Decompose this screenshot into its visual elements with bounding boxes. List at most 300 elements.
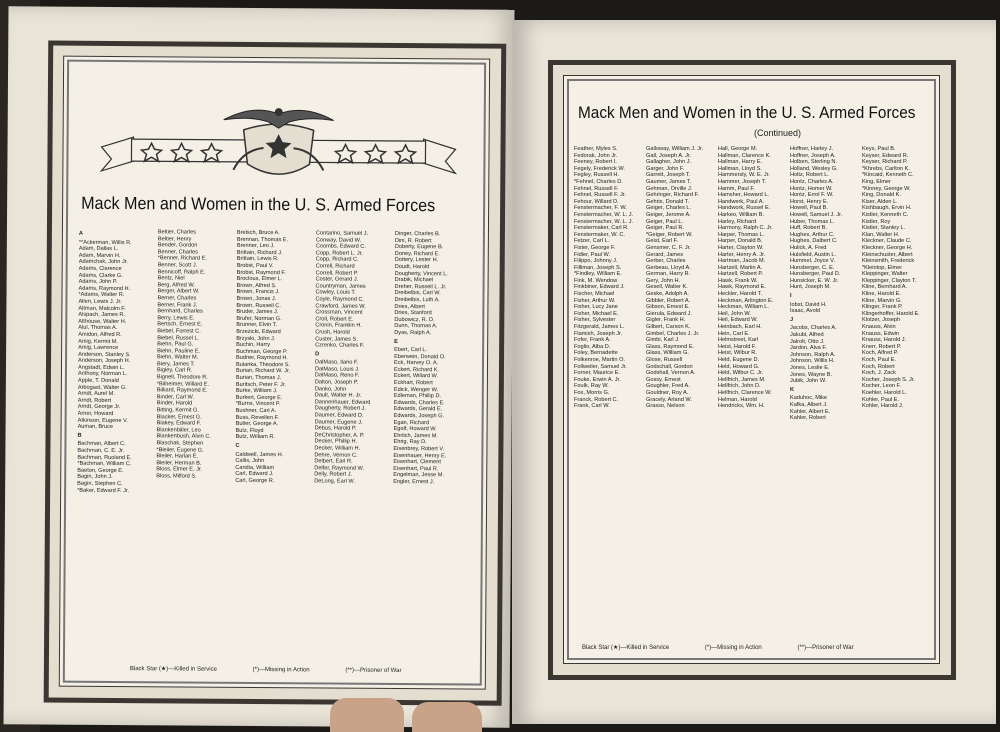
left-page-border bbox=[44, 41, 507, 706]
letter-heading: B bbox=[77, 432, 82, 439]
name-entry: Kleckner, George H. bbox=[862, 244, 913, 251]
name-entry: Cowley, Louis T. bbox=[315, 289, 356, 297]
name-entry: Foulk, Ray W. bbox=[574, 383, 609, 390]
name-entry: Gehris, Donald T. bbox=[646, 198, 690, 205]
name-entry: Bushner, Carl A. bbox=[235, 407, 277, 415]
name-entry: Arndt, Aurel M. bbox=[77, 390, 115, 398]
name-entry: Eisenhart, Paul R. bbox=[393, 465, 439, 473]
name-entry: Ebert, Carl L. bbox=[394, 347, 428, 354]
name-entry: Holtz, Robert L. bbox=[790, 172, 829, 179]
name-entry: Gouldner, Roy A. bbox=[646, 389, 689, 396]
name-entry: Buss, Revellen F. bbox=[235, 414, 279, 421]
name-entry: *Kleintop, Elmer bbox=[862, 264, 903, 271]
name-entry: Drabik, Michael bbox=[394, 277, 434, 284]
name-entry: Jalrolt, Otto J. bbox=[790, 338, 825, 345]
name-entry: Held, Wilbur C. Jr. bbox=[718, 370, 764, 377]
name-entry: Contarino, Samuel J. bbox=[315, 230, 369, 237]
name-entry: Kahler, Albert E. bbox=[790, 408, 831, 415]
name-entry: Klotzer, Joseph bbox=[862, 317, 901, 324]
name-entry: Johnson, Ralph A. bbox=[790, 351, 836, 358]
name-entry: Engler, Ernest J. bbox=[393, 478, 435, 486]
name-entry: Berger, Albert W. bbox=[157, 288, 200, 295]
name-entry: Helman, Harold bbox=[718, 396, 757, 403]
name-entry: Coombs, Edward C. bbox=[315, 243, 366, 250]
name-entry: Hunsberger, C. E. bbox=[790, 264, 835, 271]
names-list bbox=[76, 229, 474, 650]
name-entry: Gehringer, Richard F. bbox=[646, 192, 699, 199]
holding-fingers bbox=[412, 702, 482, 732]
name-entry: Edick, Wenger W. bbox=[393, 386, 439, 393]
name-entry: Bachman, C. E. Jr. bbox=[77, 447, 125, 455]
name-entry: Biehn, Walter M. bbox=[157, 354, 199, 361]
name-entry: Adam, Marvin H. bbox=[78, 252, 121, 259]
name-entry: Hendricks, Wm. H. bbox=[718, 403, 765, 410]
name-entry: Kaduhoc, Mike bbox=[790, 395, 828, 402]
name-entry: Hamm, Paul F. bbox=[718, 185, 755, 192]
name-entry: Kafka, Albert J. bbox=[790, 401, 828, 408]
names-list bbox=[574, 146, 934, 646]
name-entry: Fidler, Paul W. bbox=[574, 251, 611, 258]
name-entry: Daumer, Eugene J. bbox=[314, 419, 363, 426]
name-entry: Arbogast, Walter G. bbox=[77, 384, 127, 391]
name-entry: Adams, Clarence bbox=[78, 265, 122, 273]
name-entry: Copp, Richard C. bbox=[315, 256, 359, 264]
name-entry: Dries, Albert bbox=[394, 303, 425, 310]
name-entry: *Bleiler, Eugene G. bbox=[156, 446, 204, 454]
name-entry: Daumer, Edward D. bbox=[314, 412, 364, 419]
name-entry: Adams, Clarke G. bbox=[78, 272, 123, 279]
name-entry: Kishbaugh, Ervin H. bbox=[862, 205, 912, 212]
name-entry: Gimbi, Karl J. bbox=[646, 337, 680, 344]
name-entry: Harkeo, William B. bbox=[718, 211, 765, 218]
name-entry: Dottery, Lester H. bbox=[394, 257, 439, 264]
name-entry: Jubik, John W. bbox=[790, 378, 827, 385]
name-column bbox=[646, 146, 718, 646]
name-entry: Benner, Scott J. bbox=[157, 262, 198, 269]
name-entry: Ehrig, Ray D. bbox=[393, 439, 427, 446]
name-entry: Conway, David W. bbox=[315, 236, 362, 244]
letter-heading: A bbox=[78, 230, 83, 237]
name-entry: Brittain, Lewis R. bbox=[236, 256, 279, 263]
name-entry: Candia, William bbox=[235, 464, 275, 471]
name-entry: Blaschak, Stephen bbox=[156, 440, 204, 447]
name-entry: Geist, Earl F. bbox=[646, 238, 679, 245]
name-entry: Held, Howard G. bbox=[718, 363, 760, 370]
name-entry: Kline, Marvin G. bbox=[862, 297, 902, 304]
name-entry: Howell, Samuel J. Jr. bbox=[790, 211, 843, 218]
name-entry: Jones, Leslie E. bbox=[790, 365, 830, 371]
name-entry: Fenstermaker, W. C. bbox=[574, 231, 625, 238]
name-entry: Gery, John H. bbox=[646, 277, 681, 284]
name-entry: Kleinsmith, Frederick bbox=[862, 258, 915, 265]
name-entry: DeChristopher, A. P. bbox=[314, 432, 365, 439]
name-entry: Brown, Francis J. bbox=[236, 289, 280, 296]
name-entry: Dreibelbis, Luth A. bbox=[394, 296, 440, 304]
name-entry: *Fehnel, Charles D. bbox=[574, 178, 623, 185]
name-entry: Auman, Bruce bbox=[77, 423, 114, 431]
name-entry: Fehnel, Russell F. bbox=[574, 185, 619, 192]
name-entry: Foley, Bernadette bbox=[574, 350, 618, 357]
name-entry: Knauss, Alvin bbox=[862, 324, 896, 331]
name-entry: Hunsberger, Paul D. bbox=[790, 271, 841, 278]
name-entry: Blakey, Edward F. bbox=[156, 420, 201, 427]
name-entry: Gehman, Orville J. bbox=[646, 185, 693, 192]
name-entry: Jones, Wayne B. bbox=[790, 371, 833, 378]
name-entry: Handwork, Russel E. bbox=[718, 205, 771, 212]
name-column bbox=[234, 230, 316, 649]
name-entry: Burke, William J. bbox=[235, 388, 278, 395]
name-entry: Frank, Carl W. bbox=[574, 403, 610, 410]
name-entry: Harmony, Ralph C. Jr. bbox=[718, 225, 773, 232]
name-entry: Glass, Raymond E. bbox=[646, 343, 695, 350]
name-entry: Gallagher, John J. bbox=[646, 159, 692, 166]
name-entry: Johnson, Willis H. bbox=[790, 358, 835, 365]
legend-prisoner: (**)—Prisoner of War bbox=[345, 667, 402, 675]
name-entry: Fisher, Lucy Jane bbox=[574, 304, 618, 311]
legend-prisoner: (**)—Prisoner of War bbox=[797, 645, 854, 651]
name-entry: Fisher, Michael E. bbox=[574, 310, 619, 317]
name-entry: *Adams, Walter R. bbox=[78, 292, 125, 299]
name-entry: Engelman, Jesse M. bbox=[393, 472, 444, 479]
name-entry: King, Donald K. bbox=[862, 192, 901, 199]
name-entry: Bleiler, Harlan E. bbox=[156, 453, 199, 460]
name-entry: Kiser, Alden L. bbox=[862, 198, 898, 205]
name-entry: Hellfrich, James M. bbox=[718, 376, 766, 383]
name-entry: Egolf, Howard W. bbox=[393, 426, 437, 433]
name-entry: Delly, Robert J. bbox=[314, 471, 353, 479]
name-entry: Hallman, Lloyd S. bbox=[718, 165, 762, 172]
name-entry: Arndt, George Jr. bbox=[77, 404, 121, 411]
name-entry: Gerbeau, Lloyd A. bbox=[646, 264, 691, 271]
name-entry: Bruder, James J. bbox=[236, 308, 279, 316]
name-entry: Fischer, Michael bbox=[574, 291, 615, 298]
name-entry: Callis, John bbox=[235, 458, 265, 465]
name-entry: Hellfrich, Clarence W. bbox=[718, 389, 772, 396]
name-entry: Hawk, Raymond E. bbox=[718, 284, 766, 291]
name-entry: Doney, Richard E. bbox=[394, 250, 440, 258]
name-entry: Fegely, Frederick W. bbox=[574, 165, 625, 172]
name-entry: Debus, Harold P. bbox=[314, 425, 357, 432]
name-entry: Huff, Robert B. bbox=[790, 225, 827, 232]
name-entry: Buritsch, Peter F. Jr. bbox=[235, 381, 286, 388]
name-entry: Countryman, James bbox=[315, 283, 366, 290]
name-entry: Binder, Harold bbox=[156, 400, 193, 407]
name-entry: DalMaso, Louis J. bbox=[314, 366, 360, 373]
name-entry: Foglio, Alba D. bbox=[574, 343, 611, 350]
name-entry: Kleppinger, Walter bbox=[862, 271, 908, 278]
name-entry: Hartzell, Martin A. bbox=[718, 264, 763, 271]
name-entry: Custer, James S. bbox=[315, 335, 358, 343]
name-entry: Binder, Carl W. bbox=[156, 394, 195, 401]
name-entry: Buchman, George P. bbox=[236, 348, 288, 355]
name-entry: Blankenbush, Alvin C. bbox=[156, 433, 211, 441]
name-entry: Kistler, Roy bbox=[862, 218, 891, 225]
name-entry: Danko, John bbox=[314, 386, 347, 393]
name-entry: *Benner, Richard E. bbox=[157, 255, 207, 263]
name-entry: Knauss, Harold J. bbox=[862, 337, 907, 344]
name-entry: Bachman, Albert C. bbox=[77, 441, 126, 448]
name-entry: Allen, Lewis J. Jr. bbox=[78, 298, 122, 305]
name-entry: Heist, Harold F. bbox=[718, 343, 757, 350]
name-entry: *Findley, William E. bbox=[574, 271, 622, 278]
name-entry: Crawford, James W. bbox=[315, 302, 366, 310]
name-entry: Atkinson, Eugene V. bbox=[77, 417, 128, 424]
name-entry: Kistler, Kenneth C. bbox=[862, 211, 909, 218]
name-entry: Hoffner, Harley J. bbox=[790, 146, 834, 152]
name-entry: DeLong, Earl W. bbox=[314, 478, 355, 485]
name-entry: Kocher, Leon F. bbox=[862, 383, 901, 390]
name-entry: Brelsch, Bruce A. bbox=[236, 229, 280, 237]
name-entry: Heckman, Arlington E. bbox=[718, 297, 774, 304]
name-entry: Hellfrich, John D. bbox=[718, 383, 761, 390]
name-entry: Hammer, Joseph T. bbox=[718, 178, 767, 185]
name-entry: Biebel, Forrest C. bbox=[157, 328, 201, 335]
name-entry: Harter, Henry A. Jr. bbox=[718, 251, 766, 258]
name-column bbox=[392, 231, 474, 650]
eagle-banner-emblem bbox=[93, 99, 464, 188]
letter-heading: D bbox=[315, 351, 320, 358]
name-entry: Butz, Floyd bbox=[235, 427, 264, 434]
name-entry: Delbert, Earl R. bbox=[314, 458, 353, 465]
name-entry: Koch, Robert bbox=[862, 363, 895, 370]
name-entry: Gall, Joseph A. Jr. bbox=[646, 152, 692, 159]
right-page-content bbox=[563, 75, 940, 664]
name-entry: Bennicoff, Ralph E. bbox=[157, 268, 206, 276]
page-title-continued: Mack Men and Women in the U. S. Armed Forces bbox=[578, 104, 916, 122]
name-entry: Bigley, Carl R. bbox=[156, 367, 193, 375]
name-entry: Keys, Paul B. bbox=[862, 146, 896, 152]
name-entry: Godshall, Vernon A. bbox=[646, 370, 696, 377]
name-entry: Heckman, William L. bbox=[718, 304, 769, 311]
name-entry: Fitzgerald, James L. bbox=[574, 324, 625, 331]
name-entry: Czrenko, Charles F. bbox=[315, 342, 365, 349]
name-entry: *Khrebs, Carlton K. bbox=[862, 165, 910, 172]
name-entry: Coster, Gerard J. bbox=[315, 276, 359, 283]
name-column bbox=[718, 146, 790, 646]
name-entry: Fister, George F. bbox=[574, 244, 616, 251]
name-entry: Gerard, James bbox=[646, 251, 683, 258]
name-column bbox=[862, 146, 934, 646]
name-entry: Follweiler, Samuel Jr. bbox=[574, 363, 627, 370]
name-entry: Geiger, Charles L. bbox=[646, 205, 692, 212]
name-entry: Bloss, Elmer E. Jr. bbox=[156, 466, 203, 473]
name-entry: German, Harry R. bbox=[646, 271, 691, 278]
name-entry: Dreher, Russell L. Jr. bbox=[394, 283, 447, 291]
name-entry: Brittain, Richard J. bbox=[236, 249, 283, 256]
name-entry: *Kinney, George W. bbox=[862, 185, 911, 192]
name-entry: Fenstermaker, Carl R. bbox=[574, 225, 629, 232]
name-entry: Alul, Thomas A. bbox=[78, 325, 118, 332]
name-entry: Hammersly, W. E. Jr. bbox=[718, 172, 770, 179]
name-entry: Folkenroe, Martin O. bbox=[574, 357, 625, 363]
legend-footer bbox=[130, 665, 436, 674]
name-entry: Brobst, Raymond F. bbox=[236, 269, 286, 276]
name-entry: *Baker, Edward F. Jr. bbox=[77, 487, 130, 494]
name-entry: Brennan, Thomas E. bbox=[236, 236, 289, 243]
name-entry: Amig, Lawrence bbox=[78, 344, 119, 352]
name-entry: Klingerhoffer, Harold E. bbox=[862, 310, 920, 317]
name-entry: Gerber, Charles bbox=[646, 258, 686, 265]
name-entry: Brufer, Norman G. bbox=[236, 315, 282, 322]
name-entry: Fisher, Arthur W. bbox=[574, 297, 616, 304]
name-entry: Keyser, Richard P. bbox=[862, 159, 908, 166]
name-entry: Heckler, Harold T. bbox=[718, 291, 763, 298]
name-entry: Gesell, Walter K. bbox=[646, 284, 688, 291]
name-entry: Bitting, Kermit G. bbox=[156, 407, 199, 414]
name-entry: Eckert, Willard W. bbox=[393, 373, 439, 380]
name-entry: Edwards, Gerald E. bbox=[393, 406, 443, 413]
name-entry: Fenstermacher, W. L. J. bbox=[574, 211, 634, 218]
name-entry: Gimbel, Charles J. Jr. bbox=[646, 330, 700, 337]
name-entry: Brobst, Paul V. bbox=[236, 262, 274, 270]
name-entry: Kistler, Stanley L. bbox=[862, 225, 906, 232]
name-entry: Hawk, Frank W. bbox=[718, 277, 758, 284]
name-entry: Arndt, Robert bbox=[77, 397, 112, 404]
legend-footer bbox=[582, 644, 888, 651]
name-entry: Edwards, Charles E. bbox=[393, 399, 445, 407]
name-entry: Gibbler, Robert A. bbox=[646, 297, 691, 304]
name-entry: Biery, James T. bbox=[156, 361, 195, 368]
name-entry: Finkbiner, Edward J. bbox=[574, 284, 625, 291]
name-entry: Hunt, Joseph M. bbox=[790, 284, 831, 291]
name-entry: Anderson, Joseph H. bbox=[78, 358, 131, 365]
name-entry: Bloss, Milford S. bbox=[156, 473, 197, 480]
name-entry: Hallman, Harry E. bbox=[718, 159, 763, 166]
legend-killed: Black Star (★)—Killed in Service bbox=[582, 645, 670, 651]
name-entry: Berner, Charles bbox=[157, 295, 197, 302]
name-entry: Caldwell, James H. bbox=[235, 451, 284, 458]
left-page bbox=[3, 6, 514, 728]
name-entry: Heinbach, Earl H. bbox=[718, 324, 762, 331]
name-entry: Decker, Phillip H. bbox=[314, 438, 358, 446]
name-entry: Biehn, Paul G. bbox=[157, 341, 194, 348]
name-entry: Knerr, Robert P. bbox=[862, 343, 902, 350]
name-entry: Hallman, Clarence K. bbox=[718, 152, 771, 159]
name-entry: Glass, William G. bbox=[646, 350, 689, 357]
name-entry: Blankenbiller, Leo bbox=[156, 427, 201, 434]
name-entry: Amig, Kermit M. bbox=[78, 338, 118, 345]
name-entry: Beltier, Henry bbox=[157, 235, 192, 243]
name-entry: Bertsch, Ernest E. bbox=[157, 321, 203, 328]
name-entry: Fouke, Erwin A. Jr. bbox=[574, 376, 621, 383]
name-entry: Feeney, Robert I. bbox=[574, 159, 617, 166]
continued-label: (Continued) bbox=[754, 128, 802, 138]
name-column bbox=[155, 229, 237, 648]
name-entry: Knauss, Edwin bbox=[862, 330, 900, 337]
name-entry: Eckert, Richard K. bbox=[393, 366, 440, 374]
name-entry: Berg, Alfred W. bbox=[157, 282, 195, 289]
name-entry: Dalton, Joseph P. bbox=[314, 379, 359, 386]
letter-heading: C bbox=[235, 442, 240, 449]
name-entry: Huber, Thomas L. bbox=[790, 218, 835, 225]
name-entry: Butler, George A. bbox=[235, 421, 279, 428]
name-entry: Angstadt, Edwin L. bbox=[77, 364, 125, 371]
name-entry: Eck, Harvey O. A. bbox=[394, 360, 439, 367]
name-entry: **Ackerman, Willis R. bbox=[78, 239, 132, 246]
name-entry: Fetzer, Carl L. bbox=[574, 238, 610, 245]
name-entry: Harper, Thomas L. bbox=[718, 231, 765, 238]
name-entry: Alspach, James R. bbox=[78, 311, 126, 319]
name-entry: Eberwein, Donald O. bbox=[394, 353, 446, 360]
name-entry: Brzezicki, Edward bbox=[236, 328, 281, 336]
name-entry: Ehrlich, James M. bbox=[393, 432, 438, 440]
name-entry: Eisenhart, Clement bbox=[393, 459, 441, 466]
left-page-content bbox=[59, 56, 490, 690]
name-entry: Fenstermacher, F. W. bbox=[574, 205, 627, 212]
name-entry: Filliman, Joseph S. bbox=[574, 264, 622, 271]
name-entry: Koch, J. Zack bbox=[862, 370, 896, 377]
name-entry: Holland, Wesley G. bbox=[790, 165, 838, 172]
name-entry: Dougherty, Vincent L. bbox=[394, 270, 448, 277]
name-entry: Berry, Lewis E. bbox=[157, 315, 195, 322]
right-page bbox=[512, 20, 996, 724]
name-entry: Heil, Edward W. bbox=[718, 317, 758, 324]
name-entry: Eckhart, Robert bbox=[393, 380, 433, 387]
name-entry: Hamsher, Howard L. bbox=[718, 192, 769, 199]
name-entry: Brown, Russell C. bbox=[236, 302, 281, 309]
name-entry: Amidon, Alfred R. bbox=[78, 331, 122, 338]
name-entry: Gibson, Ernest E. bbox=[646, 304, 690, 311]
name-entry: Dinger, Charles B. bbox=[394, 230, 441, 238]
name-entry: Garrett, Joseph T. bbox=[646, 172, 691, 179]
name-entry: Jakubl, Alfred bbox=[790, 332, 824, 339]
name-entry: Hein, Carl E. bbox=[718, 330, 750, 337]
name-entry: Gilbert, Carson K. bbox=[646, 324, 691, 331]
name-entry: Geske, Adolph A. bbox=[646, 291, 689, 298]
name-entry: Hartzell, Robert P. bbox=[718, 271, 763, 278]
name-entry: Benner, Charles bbox=[157, 249, 198, 256]
name-entry: Edleman, Phillip D. bbox=[393, 393, 442, 400]
name-entry: Eisenhauer, Henry E. bbox=[393, 452, 447, 459]
name-entry: Keyser, Edward R. bbox=[862, 152, 909, 159]
name-entry: Brown, Alfred S. bbox=[236, 282, 277, 289]
name-entry: Arner, Howard bbox=[77, 410, 114, 418]
name-entry: Geiger, Paul L. bbox=[646, 218, 684, 225]
legend-missing: (*)—Missing in Action bbox=[252, 666, 310, 674]
name-entry: Kleckner, Claude C. bbox=[862, 238, 912, 245]
name-entry: Egan, Richard bbox=[393, 419, 430, 426]
name-entry: Bentz, Niel bbox=[157, 275, 185, 282]
name-entry: Broclous, Elmer L. bbox=[236, 275, 283, 283]
name-entry: Berner, Frank J. bbox=[157, 301, 198, 309]
name-entry: Kocher, Joseph S. Jr. bbox=[862, 376, 915, 383]
name-entry: Dubowicz, R. D. bbox=[394, 316, 435, 323]
name-entry: Geiger, Paul R. bbox=[646, 225, 684, 232]
name-entry: Kleinschuster, Albert bbox=[862, 251, 913, 258]
name-entry: Jacobs, Charles A. bbox=[790, 325, 837, 332]
legend-killed: Black Star (★)—Killed in Service bbox=[129, 666, 217, 673]
name-entry: Delfer, Raymond W. bbox=[314, 465, 365, 472]
name-entry: *Geiger, Robert W. bbox=[646, 231, 693, 238]
name-entry: Brunner, Elvin T. bbox=[236, 322, 277, 329]
name-entry: Brenner, Leo J. bbox=[236, 243, 275, 250]
name-entry: Kleppinger, Clayton T. bbox=[862, 277, 917, 284]
name-column bbox=[790, 146, 862, 646]
name-entry: Gaumer, James T. bbox=[646, 178, 692, 185]
name-entry: Adams, John P. bbox=[78, 278, 118, 286]
name-entry: Cronin, Franklin H. bbox=[315, 322, 362, 330]
name-entry: Dault, Walter H. Jr. bbox=[314, 392, 362, 399]
name-entry: Fenstermacher, W. L. J. bbox=[574, 218, 634, 225]
name-entry: Holben, Sterling N. bbox=[790, 159, 837, 166]
name-entry: Budner, Raymond H. bbox=[236, 355, 289, 362]
name-entry: Klinger, Frank P. bbox=[862, 304, 903, 311]
name-entry: Godschall, Gordon bbox=[646, 363, 693, 370]
name-entry: Dini, R. Robert bbox=[394, 237, 432, 244]
name-entry: Dyas, Ralph A. bbox=[394, 329, 432, 337]
name-entry: Dries, Stanford bbox=[394, 310, 432, 317]
name-entry: Heist, Wilbur R. bbox=[718, 350, 757, 357]
